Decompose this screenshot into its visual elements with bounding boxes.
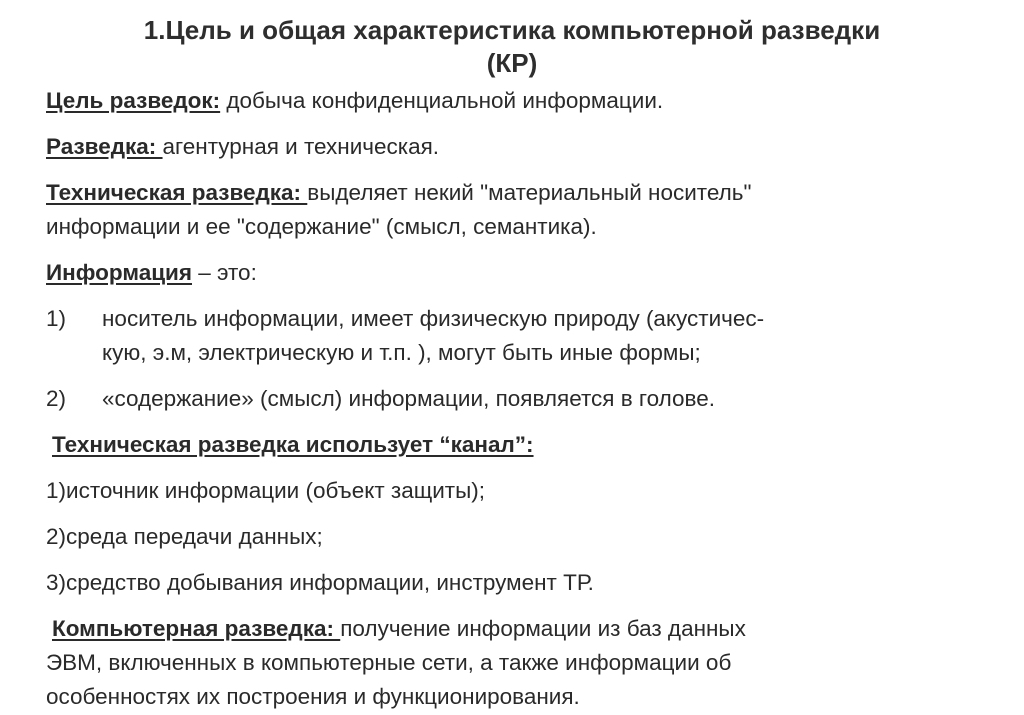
info-item-2-line-1: «содержание» (смысл) информации, появляется в голове.: [102, 386, 716, 411]
goal-paragraph: [46, 84, 986, 118]
channel-item-2: 2)среда передачи данных;: [46, 524, 323, 549]
info-text: – это:: [192, 260, 257, 285]
tech-label: Техническая разведка:: [46, 180, 308, 205]
info-item-1-number: 1): [46, 306, 67, 331]
info-item-1-line-2: кую, э.м, электрическую и т.п. ), могут быть иные формы;: [102, 340, 701, 365]
info-item-1: [46, 302, 986, 336]
channel-item-1: 1)источник информации (объект защиты);: [46, 478, 486, 503]
computer-paragraph: [46, 612, 986, 646]
goal-label: Цель разведок:: [46, 88, 221, 113]
info-label: Информация: [46, 260, 192, 285]
computer-label: Компьютерная разведка:: [52, 616, 341, 641]
types-text: агентурная и техническая.: [162, 134, 440, 159]
channel-label: Техническая разведка использует “канал”:: [52, 432, 534, 457]
title-line-1: 1.Цель и общая характеристика компьютерной разведки: [143, 15, 881, 45]
slide-title: [40, 14, 984, 80]
computer-text-line-1: получение информации из баз данных: [340, 616, 746, 641]
types-label: Разведка:: [46, 134, 163, 159]
tech-paragraph: [46, 176, 986, 210]
info-item-2-number: 2): [46, 386, 67, 411]
info-item-1-line-1: носитель информации, имеет физическую природу (акустичес-: [102, 306, 765, 331]
computer-text-line-3: особенностях их построения и функционирования.: [46, 684, 580, 709]
title-line-2: (КР): [486, 48, 538, 78]
info-paragraph: [46, 256, 986, 290]
computer-text-line-2: ЭВМ, включенных в компьютерные сети, а также информации об: [46, 650, 732, 675]
slide-body: [46, 84, 986, 714]
info-item-2: [46, 382, 986, 416]
channel-heading: [46, 428, 986, 462]
tech-text-line-2: информации и ее "содержание" (смысл, семантика).: [46, 214, 597, 239]
goal-text: добыча конфиденциальной информации.: [220, 88, 664, 113]
types-paragraph: [46, 130, 986, 164]
tech-text-line-1: выделяет некий "материальный носитель": [307, 180, 752, 205]
channel-item-3: 3)средство добывания информации, инструмент ТР.: [46, 570, 594, 595]
